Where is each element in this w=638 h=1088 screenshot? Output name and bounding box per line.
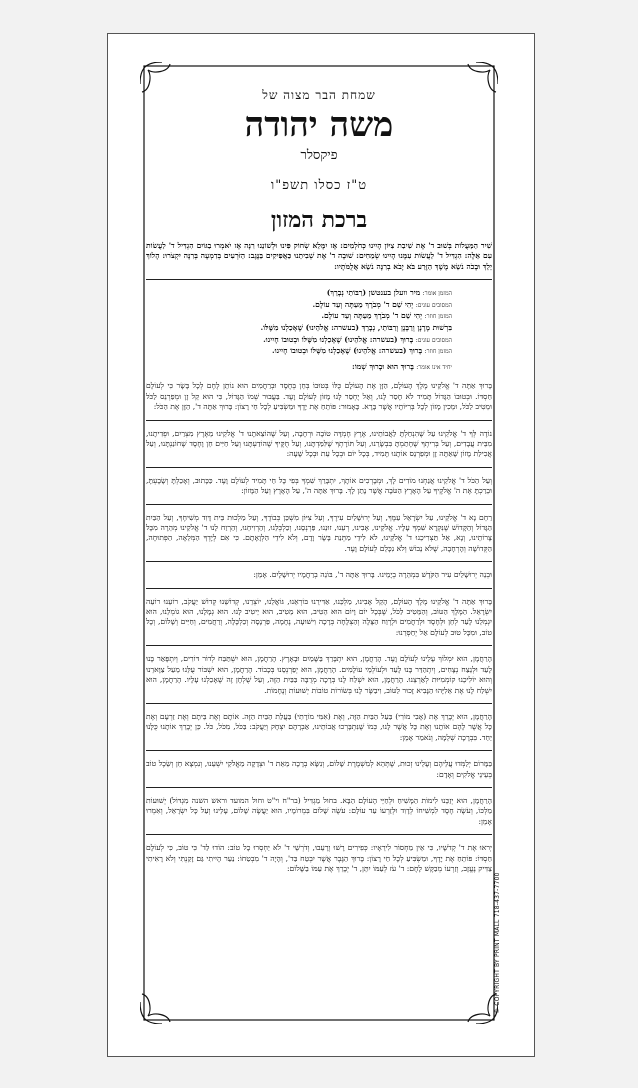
zimun-line: יחיד אינו אומר: בָּרוּךְ הוּא וּבָרוּךְ שְׁמוֹ:: [352, 361, 452, 371]
hatov-vehameitiv: בָּרוּךְ אַתָּה ד' אֱלֹקֵינוּ מֶלֶךְ הָעוֹלָם, הָקֵל אָבִינוּ, מַלְכֵּנוּ, אַדִּירֵנוּ בּוֹרְאֵנוּ, גּוֹאֲלֵנוּ, יוֹצְרֵנוּ, קְדוֹשֵׁנוּ קְדוֹשׁ יַעֲקֹב, רוֹעֵנוּ רוֹעֵה יִשְׂרָאֵל. הַמֶּלֶךְ הַטּוֹב, וְהַמֵּטִיב לַכֹּל, שֶׁבְּכָל יוֹם וָיוֹם הוּא הֵטִיב, הוּא מֵטִיב, הוּא יֵיטִיב לָנוּ. הוּא גְמָלָנוּ, הוּא גוֹמְלֵנוּ, הוּא יִגְמְלֵנוּ לָעַד לְחֵן וּלְחֶסֶד וּלְרַחֲמִים וּלְרֶוַח הַצָּלָה וְהַצְלָחָה בְּרָכָה וִישׁוּעָה, נֶחָמָה, פַּרְנָסָה וְכַלְכָּלָה, וְרַחֲמִים, וְחַיִּים וְשָׁלוֹם, וְכָל טוֹב, וּמִכָּל טוּב לְעוֹלָם אַל יְחַסְּרֵנוּ:: [146, 596, 492, 637]
zimun-section: [156, 288, 452, 373]
yemos-hamashiach: הָרַחֲמָן, הוּא יְזַכֵּנוּ לִימוֹת הַמָּשִׁיחַ וּלְחַיֵּי הָעוֹלָם הַבָּא. בחול מַגְדִּיל (בר"ח וי"ט וחול המועד וראש השנה מִגְדּוֹל) יְשׁוּעוֹת מַלְכּוֹ, וְעֹשֶׂה חֶסֶד לִמְשִׁיחוֹ לְדָוִד וּלְזַרְעוֹ עַד עוֹלָם: עֹשֶׂה שָׁלוֹם בִּמְרוֹמָיו, הוּא יַעֲשֶׂה שָׁלוֹם, עָלֵינוּ וְעַל כָּל יִשְׂרָאֵל, וְאִמְרוּ אָמֵן:: [146, 795, 492, 826]
zimun-line: המסובים עונים: בָּרוּךְ (בעשרה: אֱלֹהֵינוּ) שֶׁאָכַלְנוּ מִשֶּׁלּוֹ וּבְטוּבוֹ חָיִינוּ.: [263, 334, 452, 344]
benching-content: [146, 70, 492, 1016]
yiru-es-hashem: יְראוּ אֶת ד' קְדֹשָׁיו, כִּי אֵין מַחְסוֹר לִירֵאָיו: כְּפִירִים רָשׁוּ וְרָעֵבוּ, וְדֹרְשֵׁי ד' לֹא יַחְסְרוּ כָל טוֹב: הוֹדוּ לַד' כִּי טוֹב, כִּי לְעוֹלָם חַסְדּוֹ: פּוֹתֵחַ אֶת יָדֶךָ, וּמַשְׂבִּיעַ לְכָל חַי רָצוֹן: בָּרוּךְ הַגֶּבֶר אֲשֶׁר יִבְטַח בַּד', וְהָיָה ד' מִבְטַחוֹ: נַעַר הָיִיתִי גַּם זָקַנְתִּי וְלֹא רָאִיתִי צַדִּיק נֶעֱזָב, וְזַרְעוֹ מְבַקֶּשׁ לָחֶם: ד' עֹז לְעַמּוֹ יִתֵּן, ד' יְבָרֵךְ אֶת עַמּוֹ בַשָּׁלוֹם:: [146, 843, 492, 873]
harachaman-yevarech: הָרַחֲמָן, הוּא יְבָרֵךְ אֶת (אָבִי מוֹרִי) בַּעַל הַבַּיִת הַזֶּה, וְאֶת (אִמִּי מוֹרָתִי) בַּעֲלַת הַבַּיִת הַזֶּה. אוֹתָם וְאֶת בֵּיתָם וְאֶת זַרְעָם וְאֶת כָּל אֲשֶׁר לָהֶם אוֹתָנוּ וְאֶת כָּל אֲשֶׁר לָנוּ, כְּמוֹ שֶׁנִּתְבָּרְכוּ אֲבוֹתֵינוּ, אַבְרָהָם יִצְחָק וְיַעֲקֹב: בַּכֹּל, מִכֹּל, כֹּל. כֵּן יְבָרֵךְ אוֹתָנוּ כֻּלָּנוּ יַחַד. בִּבְרָכָה שְׁלֵמָה, וְנֹאמַר אָמֵן:: [146, 711, 492, 742]
rachem-na: רַחֵם נָא ד' אֱלֹקֵינוּ, עַל יִשְׂרָאֵל עַמֶּךָ, וְעַל יְרוּשָׁלַיִם עִירֶךָ, וְעַל צִיּוֹן מִשְׁכַּן כְּבוֹדֶךָ, וְעַל מַלְכוּת בֵּית דָּוִד מְשִׁיחֶךָ, וְעַל הַבַּיִת הַגָּדוֹל וְהַקָּדוֹשׁ שֶׁנִּקְרָא שִׁמְךָ עָלָיו. אֱלֹקֵינוּ, אָבִינוּ, רְעֵנוּ, זוּנֵנוּ, פַּרְנְסֵנוּ, וְכַלְכְּלֵנוּ, וְהַרְוִיחֵנוּ, וְהַרְוַח לָנוּ ד' אֱלֹקֵינוּ מְהֵרָה מִכָּל צָרוֹתֵינוּ, וְנָא, אַל תַּצְרִיכֵנוּ ד' אֱלֹקֵינוּ, לֹא לִידֵי מַתְּנַת בָּשָׂר וָדָם, וְלֹא לִידֵי הַלְוָאָתָם. כִּי אִם לְיָדְךָ הַמְּלֵאָה, הַפְּתוּחָה, הַקְּדוֹשָׁה וְהָרְחָבָה, שֶׁלֹּא נֵבוֹשׁ וְלֹא נִכָּלֵם לְעוֹלָם וָעֶד.: [146, 512, 492, 553]
divider: [146, 279, 492, 280]
shir-hamaalot-paragraph: שִׁיר הַמַּעֲלוֹת בְּשׁוּב ד' אֶת שִׁיבַת צִיּוֹן הָיִינוּ כְּחֹלְמִים: אָז יִמָּלֵא שְׂחוֹק פִּינוּ וּלְשׁוֹנֵנוּ רִנָּה אָז יֹאמְרוּ בַגּוֹיִם הִגְדִּיל ד' לַעֲשׂוֹת עִם אֵלֶּה: הִגְדִּיל ד' לַעֲשׂוֹת עִמָּנוּ הָיִינוּ שְׂמֵחִים: שׁוּבָה ד' אֶת שְׁבִיתֵנוּ כַּאֲפִיקִים בַּנֶּגֶב: הַזֹּרְעִים בְּדִמְעָה בְּרִנָּה יִקְצֹרוּ: הָלוֹךְ יֵלֵךְ וּבָכֹה נֹשֵׂא מֶשֶׁךְ הַזָּרַע בֹּא יָבֹא בְרִנָּה נֹשֵׂא אֲלֻמֹּתָיו:: [146, 241, 492, 271]
divider: [146, 588, 492, 589]
divider: [146, 787, 492, 788]
divider: [146, 504, 492, 505]
bamarom: בַּמָּרוֹם יְלַמְּדוּ עֲלֵיהֶם וְעָלֵינוּ זְכוּת, שֶׁתְּהֵא לְמִשְׁמֶרֶת שָׁלוֹם, וְנִשָּׂא בְרָכָה מֵאֵת ד' וּצְדָקָה מֵאֱלֹקֵי יִשְׁעֵנוּ, וְנִמְצָא חֵן וְשֵׂכֶל טוֹב בְּעֵינֵי אֱלֹקִים וְאָדָם:: [146, 759, 492, 779]
divider: [146, 467, 492, 468]
uvnei-yerushalayim: וּבְנֵה יְרוּשָׁלַיִם עִיר הַקֹּדֶשׁ בִּמְהֵרָה בְיָמֵינוּ. בָּרוּךְ אַתָּה ד', בּוֹנֵה בְרַחֲמָיו יְרוּשָׁלָיִם. אָמֵן:: [253, 570, 492, 580]
divider: [146, 834, 492, 835]
prayer-body: [146, 241, 492, 874]
divider: [146, 703, 492, 704]
divider: [146, 420, 492, 421]
zimun-line: המזמן חוזר: יְהִי שֵׁם ד' מְבֹרָךְ מֵעַתָּה וְעַד עוֹלָם.: [321, 311, 452, 321]
divider: [146, 561, 492, 562]
zimun-line: המזמן חוזר: בָּרוּךְ (בעשרה: אֱלֹהֵינוּ) שֶׁאָכַלְנוּ מִשֶּׁלּוֹ וּבְטוּבוֹ חָיִינוּ.: [272, 346, 452, 356]
family-name: פיקסלר: [300, 148, 338, 163]
divider: [146, 645, 492, 646]
copyright-notice: © COPYRIGHT BY PRINT MALL 718-437-7700: [494, 872, 501, 1014]
bracha-haaretz: נוֹדֶה לְּךָ ד' אֱלֹקֵינוּ עַל שֶׁהִנְחַלְתָּ לַאֲבוֹתֵינוּ, אֶרֶץ חֶמְדָּה טוֹבָה וּרְחָבָה, וְעַל שֶׁהוֹצֵאתָנוּ ד' אֱלֹקֵינוּ מֵאֶרֶץ מִצְרַיִם, וּפְדִיתָנוּ, מִבֵּית עֲבָדִים, וְעַל בְּרִיתְךָ שֶׁחָתַמְתָּ בִּבְשָׂרֵנוּ, וְעַל תּוֹרָתְךָ שֶׁלִּמַּדְתָּנוּ, וְעַל חֻקֶּיךָ שֶׁהוֹדַעְתָּנוּ וְעַל חַיִּים חֵן וָחֶסֶד שֶׁחוֹנַנְתָּנוּ, וְעַל אֲכִילַת מָזוֹן שָׁאַתָּה זָן וּמְפַרְנֵס אוֹתָנוּ תָּמִיד, בְּכָל יוֹם וּבְכָל עֵת וּבְכָל שָׁעָה:: [146, 428, 492, 459]
zimun-line: המסובים עונים: יְהִי שֵׁם ד' מְבֹרָךְ מֵעַתָּה וְעַד עוֹלָם.: [312, 299, 452, 309]
divider: [146, 750, 492, 751]
occasion-line: שמחת הבר מצוה של: [262, 88, 376, 102]
prayer-title: ברכת המזון: [270, 207, 368, 233]
bracha-hazan: בָּרוּךְ אַתָּה ד' אֱלֹקֵינוּ מֶלֶךְ הָעוֹלָם, הַזָּן אֶת הָעוֹלָם כֻּלּוֹ בְּטוּבוֹ בְּחֵן בְּחֶסֶד וּבְרַחֲמִים הוּא נוֹתֵן לֶחֶם לְכָל בָּשָׂר כִּי לְעוֹלָם חַסְדּוֹ. וּבְטוּבוֹ הַגָּדוֹל תָּמִיד לֹא חָסַר לָנוּ, וְאַל יֶחְסַר לָנוּ מָזוֹן לְעוֹלָם וָעֶד. בַּעֲבוּר שְׁמוֹ הַגָּדוֹל, כִּי הוּא קֵל זָן וּמְפַרְנֵס לַכֹּל וּמֵטִיב לַכֹּל, וּמֵכִין מָזוֹן לְכָל בְּרִיּוֹתָיו אֲשֶׁר בָּרָא. כָּאָמוּר: פּוֹתֵחַ אֶת יָדֶךָ וּמַשְׂבִּיעַ לְכָל חַי רָצוֹן: בָּרוּךְ אַתָּה ד', הַזָּן אֶת הַכֹּל:: [146, 381, 492, 412]
zimun-line: המזמן אומר: מיר וועלן בענטשן (רַבּוֹתַי נְבָרֵךְ): [326, 288, 452, 298]
veal-hakol: וְעַל הַכֹּל ד' אֱלֹקֵינוּ אֲנַחְנוּ מוֹדִים לָךְ, וּמְבָרְכִים אוֹתָךְ, יִתְבָּרַךְ שִׁמְךָ בְּפִי כָּל חַי תָּמִיד לְעוֹלָם וָעֶד. כַּכָּתוּב, וְאָכַלְתָּ וְשָׂבָעְתָּ, וּבֵרַכְתָּ אֶת ה' אֱלֹקֶיךָ עַל הָאָרֶץ הַטֹּבָה אֲשֶׁר נָתַן לָךְ. בָּרוּךְ אַתָּה ה', עַל הָאָרֶץ וְעַל הַמָּזוֹן:: [146, 475, 492, 496]
zimun-line: בִּרְשׁוּת מָרָנָן וְרַבָּנָן וְרַבּוֹתַי, נְבָרֵךְ (בעשרה: אֱלֹהֵינוּ) שֶׁאָכַלְנוּ מִשֶּׁלּוֹ.: [260, 323, 452, 332]
event-date: ט"ז כסלו תשפ"ו: [270, 178, 368, 193]
bar-mitzvah-name: משה יהודה: [244, 105, 394, 145]
harachaman-section: הָרַחֲמָן, הוּא יִמְלוֹךְ עָלֵינוּ לְעוֹלָם וָעֶד. הָרַחֲמָן, הוּא יִתְבָּרַךְ בַּשָּׁמַיִם וּבָאָרֶץ. הָרַחֲמָן, הוּא יִשְׁתַּבַּח לְדוֹר דּוֹרִים, וְיִתְפָּאַר בָּנוּ לָעַד וּלְנֵצַח נְצָחִים, וְיִתְהַדַּר בָּנוּ לָעַד וּלְעוֹלְמֵי עוֹלָמִים. הָרַחֲמָן, הוּא יְפַרְנְסֵנוּ בְּכָבוֹד. הָרַחֲמָן, הוּא יִשְׁבּוֹר עֻלֵּנוּ מֵעַל צַוָּארֵנוּ וְהוּא יוֹלִיכֵנוּ קוֹמְמִיּוּת לְאַרְצֵנוּ. הָרַחֲמָן, הוּא יִשְׁלַח לָנוּ בְּרָכָה מְרֻבָּה בַּבַּיִת הַזֶּה, וְעַל שֻׁלְחָן זֶה שֶׁאָכַלְנוּ עָלָיו. הָרַחֲמָן, הוּא יִשְׁלַח לָנוּ אֶת אֵלִיָּהוּ הַנָּבִיא זָכוּר לַטּוֹב, וִיבַשֶּׂר לָנוּ בְּשׂוֹרוֹת טוֹבוֹת יְשׁוּעוֹת וְנֶחָמוֹת.: [146, 654, 492, 695]
